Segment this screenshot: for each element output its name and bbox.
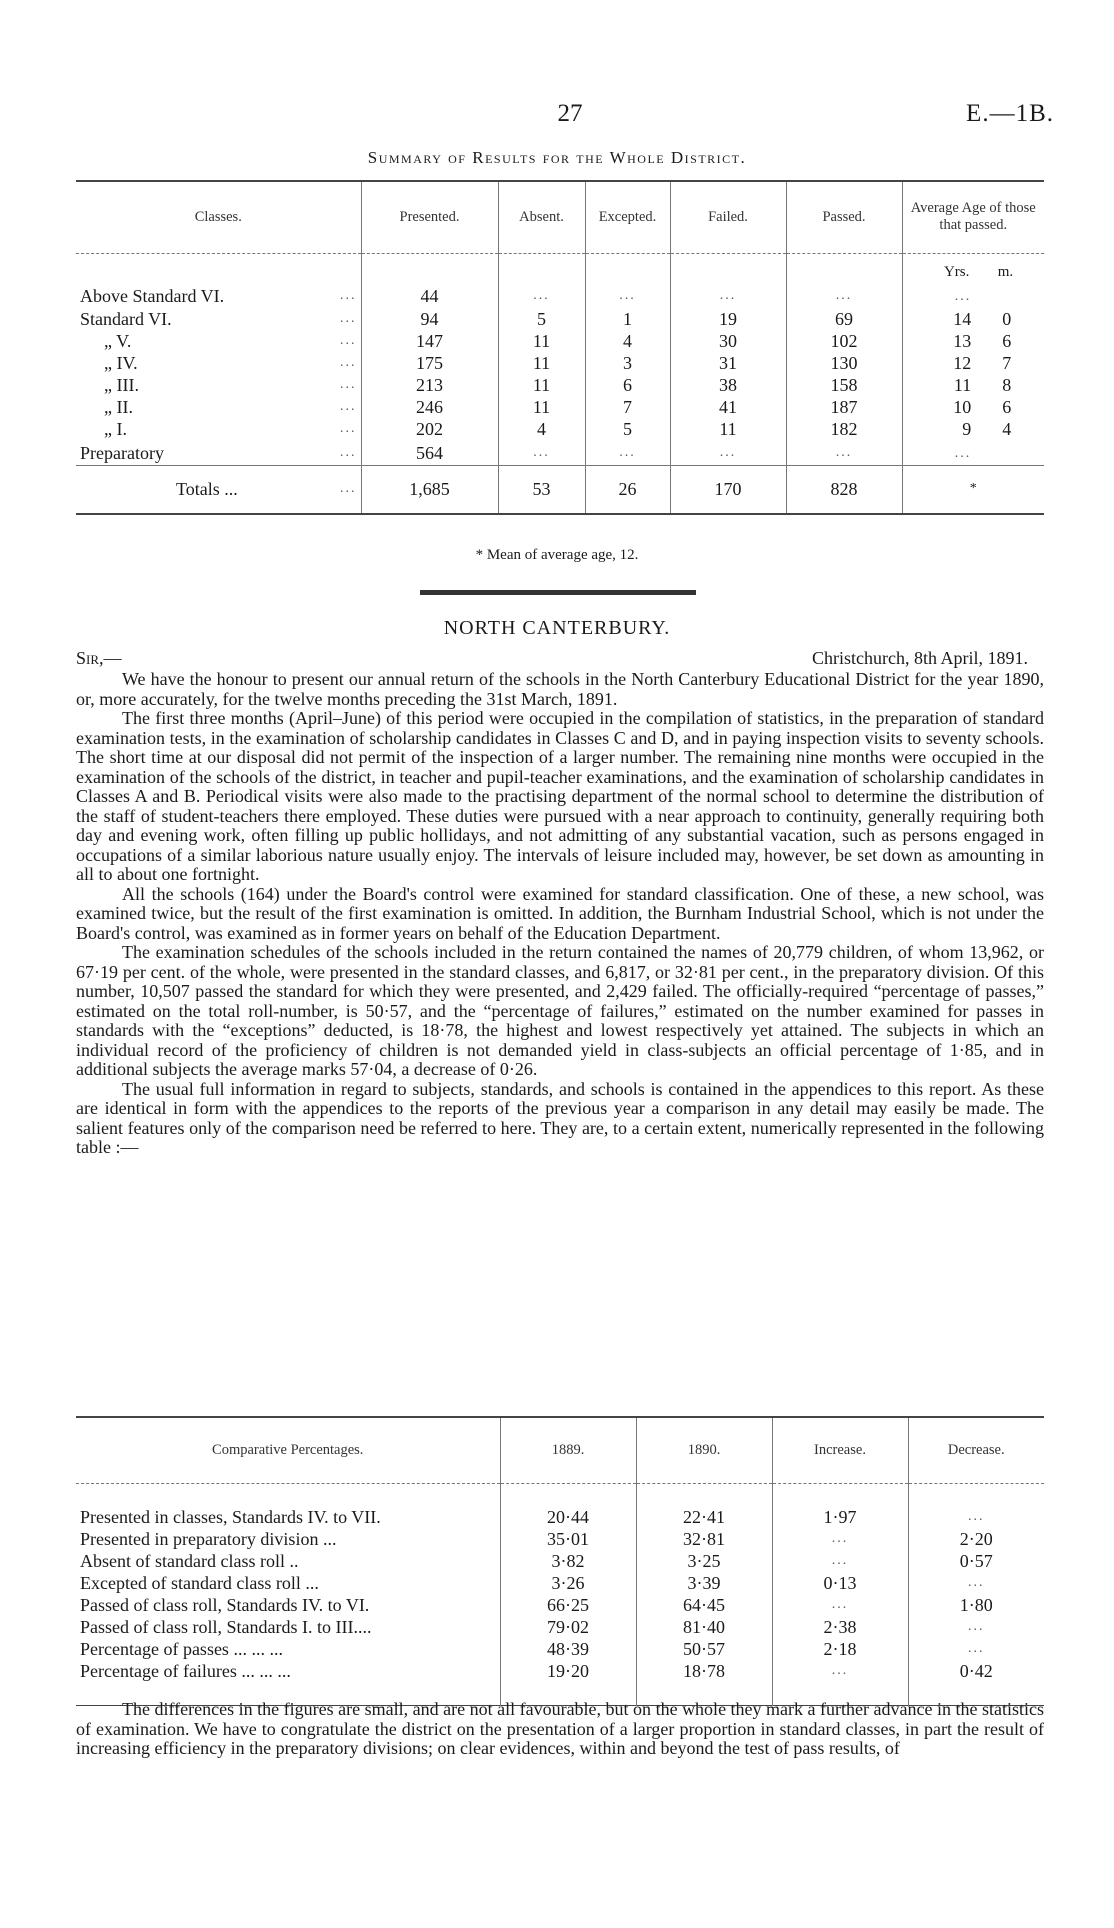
cell-age: 14 0 (902, 308, 1044, 330)
col-average-age: Average Age of those that passed. (902, 181, 1044, 253)
row-label: Presented in preparatory division ... (80, 1528, 337, 1549)
row-label: „ I. ... (104, 419, 357, 439)
cell-excepted: 6 (585, 374, 670, 396)
cell-failed: ... (670, 283, 786, 308)
table-row (76, 374, 1044, 396)
cell-1890: 64·45 (636, 1594, 772, 1616)
cell-age: 9 4 (902, 418, 1044, 440)
cell-failed: ... (670, 440, 786, 466)
paragraph: All the schools (164) under the Board's control were examined for standard classification. One of these, a new school, was examined twice, but the result of the first examination is omitted. In addition, the Burnham Industrial School, which is not under the Board's control, was examined as in former years on behalf of the Education Department. (76, 883, 1044, 943)
paragraph: The first three months (April–June) of this period were occupied in the compilation of statistics, in the preparation of standard examination tests, in the examination of scholarship candidates in Classes C and D, and in paying inspection visits to seventy schools. The short time at our disposal did not permit of the inspection of a larger number. The remaining nine months were occupied in the examination of the schools of the district, in teacher and pupil-teacher examinations, and the examination of scholarship candidates in Classes A and B. Periodical visits were also made to the practising department of the normal school to determine the distribution of the staff of student-teachers there employed. These duties were pursued with a near approach to continuity, generally requiring both day and evening work, often filling up public hollidays, and not admitting of any substantial vacation, such as persons engaged in occupations of a similar laborious nature usually enjoy. The intervals of leisure included may, however, be set down as amounting in all to about one fortnight. (76, 708, 1044, 884)
cell-1889: 48·39 (500, 1638, 636, 1660)
cell-age: ... (902, 283, 1044, 308)
dateline: Christchurch, 8th April, 1891. (812, 648, 1028, 668)
col-absent: Absent. (498, 181, 585, 253)
unit-years: Yrs. (943, 264, 970, 280)
table-row (76, 396, 1044, 418)
comparative-table (76, 1416, 1044, 1706)
cell-passed: ... (786, 440, 902, 466)
cell-presented: 147 (361, 330, 498, 352)
cell-failed: 30 (670, 330, 786, 352)
document-reference: E.—1B. (966, 100, 1054, 127)
cell-decrease: ... (908, 1572, 1044, 1594)
paragraph: The usual full information in regard to subjects, standards, and schools is contained in the appendices to this report. As these are identical in form with the appendices to the reports of the previous year a comparison in any detail may easily be made. The salient features only of the comparison need be referred to here. They are, to a certain extent, numerically represented in the following table :— (76, 1078, 1044, 1157)
table-row (76, 308, 1044, 330)
cell-absent: 5 (498, 308, 585, 330)
row-label: Absent of standard class roll .. (80, 1550, 299, 1571)
cell-decrease: 2·20 (908, 1528, 1044, 1550)
row-label: Standard VI. ... (80, 309, 357, 329)
cell-age: 13 6 (902, 330, 1044, 352)
col-decrease: Decrease. (908, 1417, 1044, 1483)
cell-1890: 3·25 (636, 1550, 772, 1572)
paragraph: The examination schedules of the schools included in the return contained the names of 20,779 children, of whom 13,962, or 67·19 per cent. of the whole, were presented in the standard classes, and 6,817, or 32·81 per cent., in the preparatory division. Of this number, 10,507 passed the standard for which they were presented, and 2,429 failed. The officially-required “percentage of passes,” estimated on the total roll-number, is 50·57, and the “percentage of failures,” estimated on the number examined for passes in standards with the “exceptions” deducted, is 18·78, the highest and lowest respectively yet attained. The subjects in which an individual record of the proficiency of children is not demanded yield in class-subjects an official percentage of 1·85, and in additional subjects the average marks 57·04, a decrease of 0·26. (76, 942, 1044, 1079)
paragraph: The differences in the figures are small, and are not all favourable, but on the whole they mark a further advance in the statistics of examination. We have to congratulate the district on the presentation of a larger proportion in standard classes, in part the result of increasing efficiency in the preparatory divisions; on clear evidences, within and beyond the test of pass results, of (76, 1699, 1044, 1758)
cell-presented: 246 (361, 396, 498, 418)
row-label: Excepted of standard class roll ... (80, 1572, 319, 1593)
col-increase: Increase. (772, 1417, 908, 1483)
col-passed: Passed. (786, 181, 902, 253)
cell-excepted: 7 (585, 396, 670, 418)
cell-excepted: ... (585, 283, 670, 308)
table-row (76, 283, 1044, 308)
cell-age: 11 8 (902, 374, 1044, 396)
cell-failed: 19 (670, 308, 786, 330)
table-row (76, 440, 1044, 466)
table-row (76, 418, 1044, 440)
row-label: Percentage of passes ... ... ... (80, 1638, 283, 1659)
cell-excepted: 1 (585, 308, 670, 330)
table-row (76, 1594, 1044, 1616)
cell-presented: 94 (361, 308, 498, 330)
cell-absent: 11 (498, 352, 585, 374)
summary-header-row (76, 181, 1044, 253)
summary-footnote: * Mean of average age, 12. (475, 547, 639, 563)
row-label: „ V. ... (104, 331, 357, 351)
total-absent: 53 (498, 466, 585, 514)
col-classes: Classes. (194, 208, 242, 225)
table-row (76, 1572, 1044, 1594)
col-label: Comparative Percentages. (212, 1441, 364, 1458)
cell-passed: 130 (786, 352, 902, 374)
table-row (76, 1506, 1044, 1528)
cell-1889: 19·20 (500, 1660, 636, 1682)
col-excepted: Excepted. (585, 181, 670, 253)
units-row (76, 253, 1044, 283)
cell-1890: 3·39 (636, 1572, 772, 1594)
totals-row (76, 466, 1044, 514)
row-label: Preparatory ... (80, 442, 357, 463)
unit-months: m. (997, 264, 1014, 280)
cell-age: ... (902, 440, 1044, 466)
closing-text (76, 1700, 1044, 1759)
total-average-age: * (902, 466, 1044, 514)
summary-table (76, 180, 1044, 515)
cell-1889: 79·02 (500, 1616, 636, 1638)
cell-1890: 50·57 (636, 1638, 772, 1660)
cell-1889: 35·01 (500, 1528, 636, 1550)
cell-absent: 11 (498, 396, 585, 418)
cell-passed: 69 (786, 308, 902, 330)
cell-passed: 182 (786, 418, 902, 440)
cell-passed: ... (786, 283, 902, 308)
cell-decrease: 0·42 (908, 1660, 1044, 1682)
cell-increase: 1·97 (772, 1506, 908, 1528)
table-row (76, 1550, 1044, 1572)
row-label: Passed of class roll, Standards I. to III.... (80, 1616, 372, 1637)
table-row (76, 330, 1044, 352)
total-presented: 1,685 (361, 466, 498, 514)
cell-presented: 175 (361, 352, 498, 374)
cell-failed: 11 (670, 418, 786, 440)
col-failed: Failed. (670, 181, 786, 253)
paragraph: We have the honour to present our annual return of the schools in the North Canterbury Educational District for the year 1890, or, more accurately, for the twelve months preceding the 31st March, 1891. (76, 669, 1044, 709)
col-presented: Presented. (361, 181, 498, 253)
totals-label: Totals ... ... (176, 479, 357, 500)
cell-age: 10 6 (902, 396, 1044, 418)
cell-decrease: 0·57 (908, 1550, 1044, 1572)
cell-absent: 11 (498, 374, 585, 396)
row-label: Above Standard VI. ... (80, 285, 357, 306)
cell-failed: 31 (670, 352, 786, 374)
row-label: „ IV. ... (104, 353, 357, 373)
cell-increase: 0·13 (772, 1572, 908, 1594)
cell-1889: 66·25 (500, 1594, 636, 1616)
cell-failed: 38 (670, 374, 786, 396)
cell-increase: 2·38 (772, 1616, 908, 1638)
cell-failed: 41 (670, 396, 786, 418)
cell-1890: 32·81 (636, 1528, 772, 1550)
cell-presented: 44 (361, 283, 498, 308)
section-divider (420, 590, 696, 595)
page-number: 27 (557, 100, 583, 127)
cell-increase: ... (772, 1660, 908, 1682)
cell-1890: 18·78 (636, 1660, 772, 1682)
cell-increase: 2·18 (772, 1638, 908, 1660)
cell-absent: 11 (498, 330, 585, 352)
cell-excepted: 3 (585, 352, 670, 374)
row-label: Presented in classes, Standards IV. to VII. (80, 1506, 381, 1527)
cell-excepted: 4 (585, 330, 670, 352)
col-1889: 1889. (500, 1417, 636, 1483)
cell-absent: ... (498, 440, 585, 466)
cell-passed: 187 (786, 396, 902, 418)
letter-body (76, 670, 1044, 1158)
table-row (76, 1638, 1044, 1660)
row-label: „ II. ... (104, 397, 357, 417)
table-row (76, 1660, 1044, 1682)
total-excepted: 26 (585, 466, 670, 514)
cell-increase: ... (772, 1528, 908, 1550)
cell-excepted: 5 (585, 418, 670, 440)
table-row (76, 1528, 1044, 1550)
cell-age: 12 7 (902, 352, 1044, 374)
col-1890: 1890. (636, 1417, 772, 1483)
cell-1889: 3·26 (500, 1572, 636, 1594)
row-label: Passed of class roll, Standards IV. to VI. (80, 1594, 370, 1615)
cell-presented: 564 (361, 440, 498, 466)
cell-1890: 22·41 (636, 1506, 772, 1528)
cell-1889: 3·82 (500, 1550, 636, 1572)
table-row (76, 1616, 1044, 1638)
cell-1890: 81·40 (636, 1616, 772, 1638)
cell-decrease: ... (908, 1616, 1044, 1638)
total-failed: 170 (670, 466, 786, 514)
cell-decrease: 1·80 (908, 1594, 1044, 1616)
cell-1889: 20·44 (500, 1506, 636, 1528)
cell-excepted: ... (585, 440, 670, 466)
cell-absent: 4 (498, 418, 585, 440)
cell-absent: ... (498, 283, 585, 308)
row-label: Percentage of failures ... ... ... (80, 1660, 291, 1681)
cell-passed: 158 (786, 374, 902, 396)
row-label: „ III. ... (104, 375, 357, 395)
cell-presented: 213 (361, 374, 498, 396)
page-header (0, 100, 1114, 130)
cell-decrease: ... (908, 1506, 1044, 1528)
cell-increase: ... (772, 1594, 908, 1616)
cell-increase: ... (772, 1550, 908, 1572)
total-passed: 828 (786, 466, 902, 514)
summary-caption: Summary of Results for the Whole District. (367, 148, 747, 167)
cell-decrease: ... (908, 1638, 1044, 1660)
cell-presented: 202 (361, 418, 498, 440)
comparative-header-row (76, 1417, 1044, 1483)
table-row (76, 352, 1044, 374)
section-title: NORTH CANTERBURY. (443, 617, 671, 639)
salutation: Sir,— (76, 648, 122, 668)
cell-passed: 102 (786, 330, 902, 352)
